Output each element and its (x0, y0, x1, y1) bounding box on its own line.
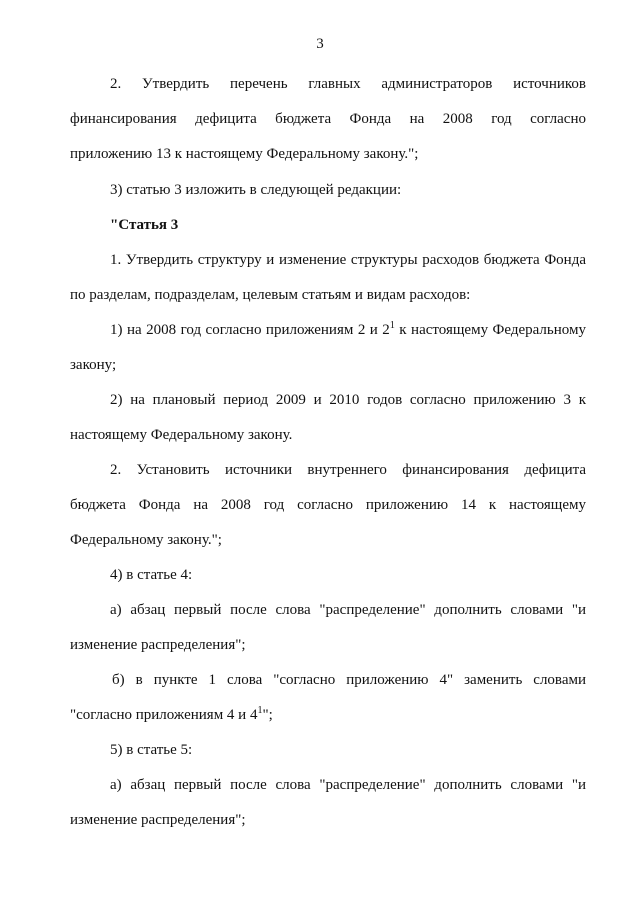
item-4a-line-1: а) абзац первый после слова "распределение" дополнить словами "и (110, 602, 586, 618)
page-number: 3 (316, 36, 324, 52)
article-subitem-1-line-2: закону; (70, 357, 117, 373)
article-subitem-2-line-2: настоящему Федеральному закону. (70, 427, 293, 443)
article-para-2-line-1: 2. Установить источники внутреннего финансирования дефицита (110, 462, 586, 478)
article-para-1-line-2: по разделам, подразделам, целевым статьям и видам расходов: (70, 287, 471, 303)
article-para-1-line-1: 1. Утвердить структуру и изменение структуры расходов бюджета Фонда (110, 252, 586, 268)
item-3: 3) статью 3 изложить в следующей редакции: (110, 182, 402, 198)
item-4: 4) в статье 4: (110, 567, 193, 583)
article-para-2-line-3: Федеральному закону."; (70, 532, 222, 548)
item-5: 5) в статье 5: (110, 742, 193, 758)
item-4b-line-2: "согласно приложениям 4 и $4^1$"; (70, 705, 273, 723)
para-2-line-3: приложению 13 к настоящему Федеральному закону."; (70, 146, 419, 162)
para-2-line-1: 2. Утвердить перечень главных администраторов источников (110, 76, 586, 92)
article-heading: "Статья 3 (110, 217, 179, 233)
item-4b-line-1: б) в пункте 1 слова "согласно приложению 4" заменить словами (112, 672, 586, 688)
article-subitem-2-line-1: 2) на плановый период 2009 и 2010 годов согласно приложению 3 к (110, 392, 586, 408)
item-5a-line-2: изменение распределения"; (70, 812, 246, 828)
para-2-line-2: финансирования дефицита бюджета Фонда на 2008 год согласно (70, 111, 586, 127)
article-subitem-1-line-1: 1) на 2008 год согласно приложениям 2 и $2^1$ к настоящему Федеральному (110, 320, 586, 338)
item-4a-line-2: изменение распределения"; (70, 637, 246, 653)
item-5a-line-1: а) абзац первый после слова "распределение" дополнить словами "и (110, 777, 586, 793)
article-para-2-line-2: бюджета Фонда на 2008 год согласно приложению 14 к настоящему (70, 497, 586, 513)
